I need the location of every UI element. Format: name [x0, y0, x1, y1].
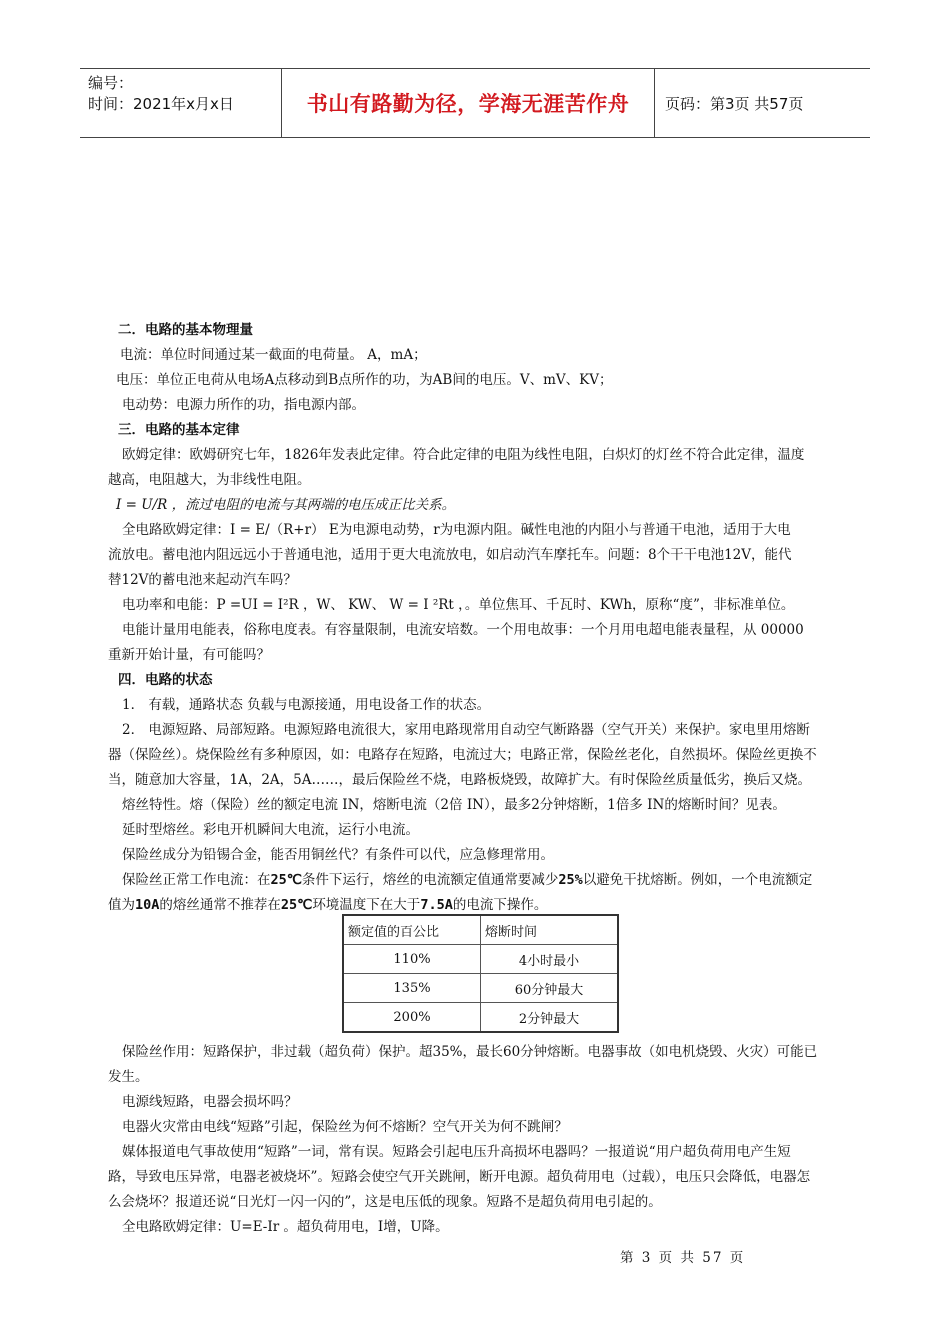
- header-page-info: 页码：第3页 共57页: [665, 94, 804, 113]
- table-header-cell: 额定值的百公比: [343, 915, 481, 945]
- table-cell: 4小时最小: [481, 945, 619, 974]
- paragraph-full-ohm-line3: 替12V的蓄电池来起动汽车吗？: [108, 572, 297, 588]
- paragraph-delay-fuse: 延时型熔丝。彩电开机瞬间大电流，运行小电流。: [122, 822, 419, 838]
- paragraph-voltage: 电压：单位正电荷从电场A点移动到B点所作的功，为AB间的电压。V、mV、KV；: [116, 372, 613, 388]
- value-percent: 25%: [558, 872, 583, 888]
- header-meta: [80, 69, 282, 137]
- value-temperature: 25℃: [270, 872, 302, 888]
- paragraph-state2-line1: 2． 电源短路、局部短路。电源短路电流很大，家用电路现常用自动空气断路器（空气开关）来保护。家电里用熔断: [122, 722, 810, 738]
- paragraph-meter-line1: 电能计量用电能表，俗称电度表。有容量限制，电流安培数。一个用电故事：一个月用电超电能表量程，从 00000: [122, 622, 804, 638]
- value-current: 10A: [135, 897, 160, 913]
- paragraph-fuse-characteristic: 熔丝特性。熔（保险）丝的额定电流 IN，熔断电流（2倍 IN），最多2分钟熔断，1倍多 IN的熔断时间？见表。: [122, 797, 786, 813]
- table-header-cell: 熔断时间: [481, 915, 619, 945]
- paragraph-power: 电功率和电能：P =UI = I²R ，W、 KW、 W = I ²Rt ，。单位焦耳、千瓦时、KWh，原称“度”，非标准单位。: [122, 597, 795, 613]
- table-cell: 60分钟最大: [481, 974, 619, 1003]
- section-2-title: 二．电路的基本物理量: [118, 322, 253, 338]
- table-cell: 200%: [343, 1003, 481, 1033]
- paragraph-full-ohm-line2: 流放电。蓄电池内阻远远小于普通电池，适用于更大电流放电，如启动汽车摩托车。问题：8个干干电池12V，能代: [108, 547, 792, 563]
- paragraph-media-line2: 路，导致电压异常，电器老被烧坏”。短路会使空气开关跳闸，断开电源。超负荷用电（过载），电压只会降低，电器怎: [108, 1169, 811, 1185]
- fuse-table: [342, 914, 619, 1033]
- paragraph-question2: 电器火灾常由电线“短路”引起，保险丝为何不熔断？空气开关为何不跳闸？: [122, 1119, 568, 1135]
- paragraph-ohm-line1: 欧姆定律：欧姆研究七年，1826年发表此定律。符合此定律的电阻为线性电阻，白炽灯的灯丝不符合此定律，温度: [122, 447, 805, 463]
- paragraph-ohm-line2: 越高，电阻越大，为非线性电阻。: [108, 472, 311, 488]
- paragraph-last: 全电路欧姆定律：U=E-Ir 。超负荷用电，I增，U降。: [122, 1219, 449, 1235]
- section-3-title: 三．电路的基本定律: [118, 422, 240, 438]
- serial-label: 编号：: [88, 74, 134, 92]
- section-4-title: 四．电路的状态: [118, 672, 213, 688]
- table-row: [343, 945, 618, 974]
- text: 以避免干扰熔断。例如，一个电流额定: [582, 872, 813, 888]
- paragraph-meter-line2: 重新开始计量，有可能吗？: [108, 647, 270, 663]
- table-header-row: [343, 915, 618, 945]
- paragraph-normal-current-line1: [108, 868, 863, 893]
- paragraph-media-line3: 么会烧坏？报道还说“日光灯一闪一闪的”，这是电压低的现象。短路不是超负荷用电引起的。: [108, 1194, 662, 1210]
- value-current: 7.5A: [420, 897, 453, 913]
- paragraph-state1: 1． 有载，通路状态 负载与电源接通，用电设备工作的状态。: [122, 697, 491, 713]
- ohm-formula: I = U/R ，流过电阻的电流与其两端的电压成正比关系。: [116, 497, 456, 513]
- text: 值为: [108, 897, 135, 913]
- table-cell: 110%: [343, 945, 481, 974]
- text: 条件下运行，熔丝的电流额定值通常要减少: [301, 872, 559, 888]
- paragraph-current: 电流：单位时间通过某一截面的电荷量。 A，mA；: [120, 347, 427, 363]
- paragraph-emf: 电动势：电源力所作的功，指电源内部。: [122, 397, 365, 413]
- page-header: [80, 68, 870, 138]
- paragraph-fuse-role-line2: 发生。: [108, 1069, 149, 1085]
- paragraph-media-line1: 媒体报道电气事故使用“短路”一词，常有误。短路会引起电压升高损坏电器吗？一报道说“用户超负荷用电产生短: [122, 1144, 791, 1160]
- document-body: [108, 318, 863, 918]
- text: 的电流下操作。: [452, 897, 548, 913]
- text: 的熔丝通常不推荐在: [159, 897, 281, 913]
- table-cell: 135%: [343, 974, 481, 1003]
- paragraph-fuse-role-line1: 保险丝作用：短路保护，非过载（超负荷）保护。超35%，最长60分钟熔断。电器事故（如电机烧毁、火灾）可能已: [122, 1044, 818, 1060]
- header-motto: 书山有路勤为径，学海无涯苦作舟: [282, 69, 655, 137]
- document-body-continued: [108, 1040, 863, 1240]
- text: 环境温度下在大于: [312, 897, 421, 913]
- date-line: 时间：2021年x月x日: [88, 95, 234, 113]
- paragraph-full-ohm-line1: 全电路欧姆定律：I = E/（R+r） E为电源电动势，r为电源内阻。碱性电池的内阻小与普通干电池，适用于大电: [122, 522, 791, 538]
- paragraph-question1: 电源线短路，电器会损坏吗？: [122, 1094, 298, 1110]
- paragraph-state2-line3: 当，随意加大容量，1A，2A，5A……，最后保险丝不烧，电路板烧毁，故障扩大。有时保险丝质量低劣，换后又烧。: [108, 772, 812, 788]
- page-footer: 第 3 页 共 57 页: [620, 1250, 746, 1266]
- table-cell: 2分钟最大: [481, 1003, 619, 1033]
- paragraph-fuse-material: 保险丝成分为铅锡合金，能否用铜丝代？有条件可以代，应急修理常用。: [122, 847, 554, 863]
- text: 保险丝正常工作电流：在: [122, 872, 271, 888]
- paragraph-state2-line2: 器（保险丝）。烧保险丝有多种原因，如：电路存在短路，电流过大；电路正常，保险丝老化，自然损坏。保险丝更换不: [108, 747, 817, 763]
- value-temperature: 25℃: [280, 897, 313, 913]
- table-row: [343, 1003, 618, 1033]
- table-row: [343, 974, 618, 1003]
